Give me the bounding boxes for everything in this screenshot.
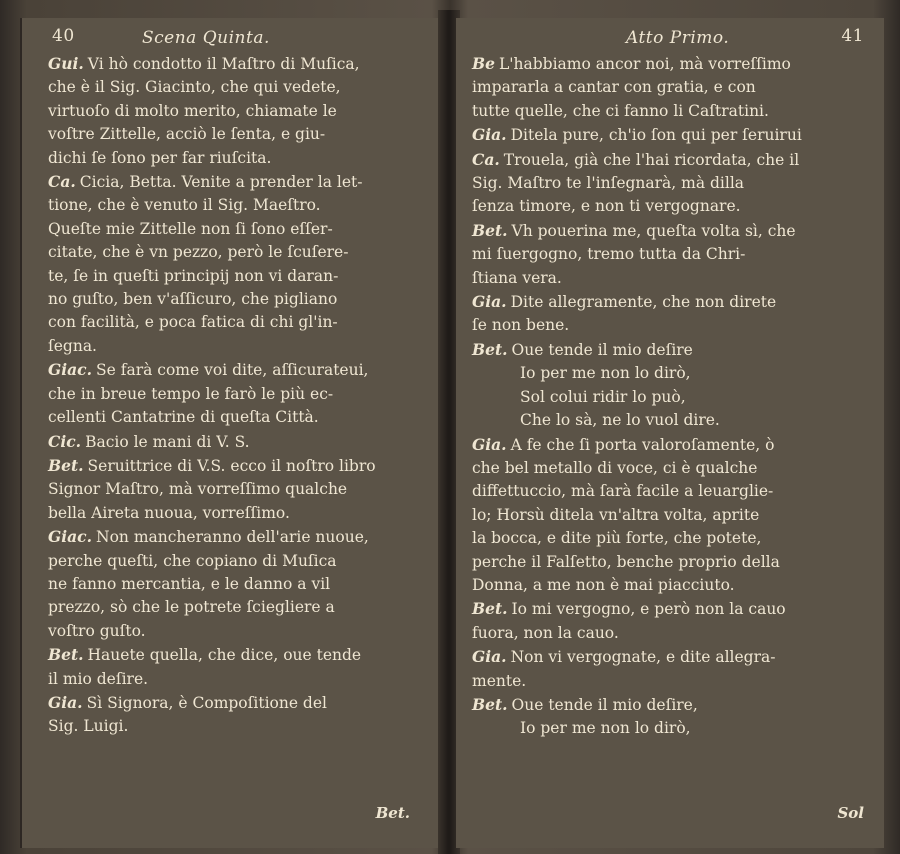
text-line: fuora, non la cauo. [472,623,619,642]
verse-line: Sol colui ridir lo può, [520,387,686,406]
speech [48,691,430,739]
left-running-head [52,26,420,52]
speech [48,643,430,691]
speech [472,693,874,741]
text-line: ſegna. [48,336,97,355]
text-line: ſtiana vera. [472,268,562,287]
speech [48,52,430,170]
text-line: perche queſti, che copiano di Muſica [48,551,337,570]
text-line: che è il Sig. Giacinto, che qui vedete, [48,78,341,97]
text-line: Bet. Hauete quella, che dice, oue tende [48,645,362,665]
text-line: lo; Horsù ditela vn'altra volta, aprite [472,505,760,524]
speaker-label: Bet. [472,599,508,619]
text-line: Queſte mie Zittelle non ſi ſono eſſer- [48,219,333,238]
speaker-label: Bet. [48,645,84,665]
text-line: no guſto, ben v'aſſicuro, che pigliano [48,290,338,309]
text-line: tutte quelle, che ci fanno li Caſtratini. [472,101,769,120]
text-line: citate, che è vn pezzo, però le ſcuſere- [48,243,349,262]
right-catchword: Sol [837,804,864,822]
speaker-label: Giac. [48,360,93,380]
speaker-label: Bet. [472,694,508,714]
text-line: con facilità, e poca fatica di chi gl'in- [48,313,338,332]
right-page-number: 41 [841,26,864,46]
text-line: Gia. Dite allegramente, che non direte [472,292,777,312]
right-running-title: Atto Primo. [626,28,730,48]
speaker-label: Gia. [472,292,507,312]
text-line: bella Aireta nuoua, vorreſſimo. [48,503,290,522]
speaker-label: Bet. [472,339,508,359]
text-line: Gia. Ditela pure, ch'io ſon qui per ſeruirui [472,125,802,145]
speaker-label: Bet. [48,455,84,475]
text-line: Ca. Cicia, Betta. Venite a prender la let- [48,172,363,192]
speaker-label: Bet. [472,220,508,240]
text-line: Giac. Se farà come voi dite, aſſicurateui, [48,360,369,380]
text-line: Ca. Trouela, già che l'hai ricordata, che il [472,149,800,169]
text-line: mi ſuergogno, tremo tutta da Chri- [472,245,746,264]
text-line: te, ſe in queſti principij non vi daran- [48,266,339,285]
right-running-head [486,26,864,52]
speech [472,148,874,219]
text-line: Signor Maſtro, mà vorreſſimo qualche [48,480,348,499]
speaker-label: Gia. [48,692,83,712]
speech [48,358,430,429]
text-line: voſtre Zittelle, acciò le ſenta, e giu- [48,125,326,144]
text-line: tione, che è venuto il Sig. Maeſtro. [48,196,321,215]
speaker-label: Gia. [472,434,507,454]
verse-line: Che lo sà, ne lo vuol dire. [520,411,720,430]
speech [48,525,430,643]
text-line: mente. [472,671,527,690]
text-line: Sig. Luigi. [48,717,129,736]
speech [472,52,874,123]
text-line: ſenza timore, e non ti vergognare. [472,197,741,216]
verse-line: Io per me non lo dirò, [520,364,691,383]
text-line: Gia. A fe che ſi porta valoroſamente, ò [472,434,775,454]
speech [472,645,874,693]
text-line: Bet. Io mi vergogno, e però non la cauo [472,599,786,619]
speech [472,338,874,433]
speech [48,430,430,454]
speech [472,219,874,290]
speaker-label: Ca. [48,172,76,192]
text-line: dichi ſe ſono per far riuſcita. [48,148,272,167]
text-line: Cic. Bacio le mani di V. S. [48,431,250,451]
text-line: prezzo, sò che le potrete ſciegliere a [48,598,335,617]
speech [472,123,874,147]
text-line: Gui. Vi hò condotto il Maſtro di Muſica, [48,54,360,73]
text-line: Be L'habbiamo ancor noi, mà vorreſſimo [472,54,791,73]
text-line: cellenti Cantatrine di queſta Città. [48,408,319,427]
speaker-label: Gia. [472,647,507,667]
text-line: ne fanno mercantia, e le danno a vil [48,574,331,593]
right-page [456,18,884,848]
speaker-label: Be [472,54,495,73]
speech [48,454,430,525]
speech [472,433,874,598]
text-line: Sig. Maſtro te l'inſegnarà, mà dilla [472,174,745,193]
text-line: diffettuccio, mà ſarà facile a leuarglie- [472,482,774,501]
left-catchword: Bet. [375,804,410,822]
text-line: che bel metallo di voce, ci è qualche [472,458,758,477]
text-line: che in breue tempo le farò le più ec- [48,384,334,403]
text-line: Gia. Sì Signora, è Compoſitione del [48,692,327,712]
left-page [20,18,440,848]
speaker-label: Cic. [48,431,82,451]
text-line: impararla a cantar con gratia, e con [472,78,756,97]
text-line: ſe non bene. [472,316,570,335]
text-line: Bet. Vh pouerina me, queſta volta sì, che [472,220,796,240]
text-line: Donna, a me non è mai piacciuto. [472,575,735,594]
text-line: la bocca, e dite più forte, che potete, [472,529,762,548]
text-line: virtuoſo di molto merito, chiamate le [48,101,337,120]
left-running-title: Scena Quinta. [142,28,270,48]
text-line: il mio deſire. [48,669,149,688]
speech [48,170,430,358]
speech [472,597,874,645]
speaker-label: Gui. [48,54,84,73]
verse-line: Io per me non lo dirò, [520,719,691,738]
text-line: Bet. Oue tende il mio deſire [472,339,693,359]
text-line: Bet. Oue tende il mio deſire, [472,694,698,714]
text-line: Bet. Seruittrice di V.S. ecco il noſtro libro [48,455,376,475]
speech [472,290,874,338]
speaker-label: Gia. [472,125,507,145]
left-page-number: 40 [52,26,75,46]
speaker-label: Giac. [48,527,93,547]
text-line: Giac. Non mancheranno dell'arie nuoue, [48,527,369,547]
text-line: Gia. Non vi vergognate, e dite allegra- [472,647,776,667]
left-page-text [48,52,430,739]
text-line: perche il Falſetto, benche proprio della [472,552,780,571]
text-line: voſtro guſto. [48,621,146,640]
right-page-text [472,52,874,741]
speaker-label: Ca. [472,149,500,169]
